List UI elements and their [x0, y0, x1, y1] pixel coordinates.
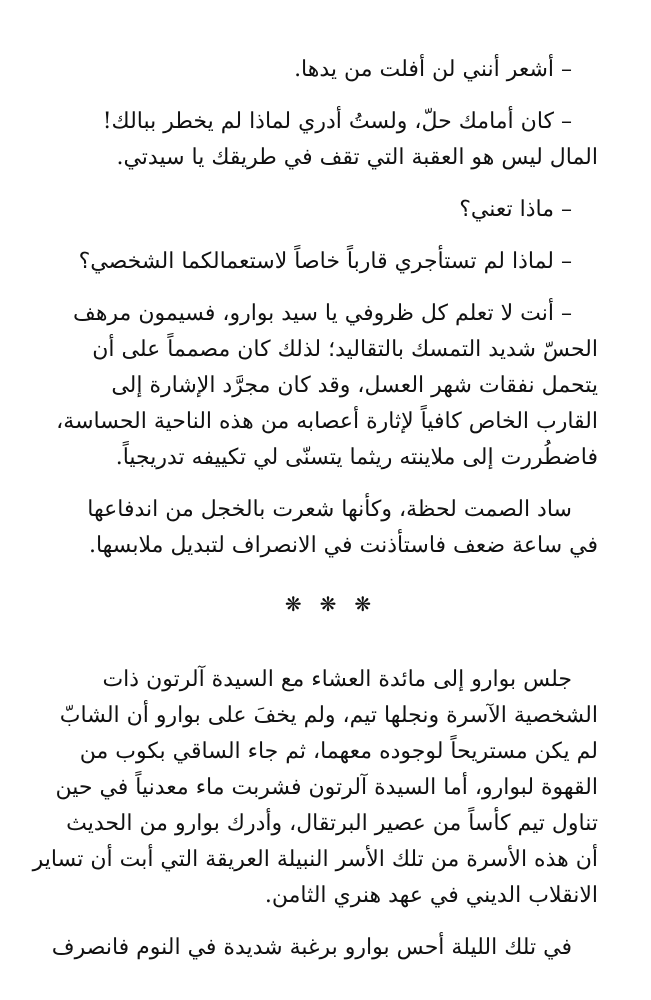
asterism-icon: ❋ — [284, 592, 302, 616]
text-line: فاضطُررت إلى ملاينته ريثما يتسنّى لي تكييفه تدريجياً. — [115, 445, 598, 470]
text-line: جلس بوارو إلى مائدة العشاء مع السيدة آلرتون ذات — [102, 667, 572, 692]
paragraph — [58, 104, 598, 176]
paragraph — [58, 296, 598, 476]
text-line: – كان أمامك حلّ، ولستُ أدري لماذا لم يخطر ببالك! — [102, 109, 572, 134]
paragraph — [58, 492, 598, 564]
text-line: – ماذا تعني؟ — [459, 197, 572, 222]
text-line: أن هذه الأسرة من تلك الأسر النبيلة العريقة التي أبت أن تساير — [32, 847, 598, 872]
text-line: ساد الصمت لحظة، وكأنها شعرت بالخجل من اندفاعها — [87, 497, 572, 522]
text-line: يتحمل نفقات شهر العسل، وقد كان مجرَّد الإشارة إلى — [111, 373, 598, 398]
paragraph — [51, 930, 598, 966]
text-line: في ساعة ضعف فاستأذنت في الانصراف لتبديل ملابسها. — [88, 533, 598, 558]
asterism-icon: ❋ — [319, 592, 337, 616]
text-line: تناول تيم كأساً من عصير البرتقال، وأدرك بوارو من الحديث — [66, 811, 598, 836]
paragraph — [58, 192, 598, 228]
paragraph — [58, 244, 598, 280]
text-line: القارب الخاص كافياً لإثارة أعصابه من هذه الناحية الحساسة، — [56, 409, 598, 434]
text-line: الشخصية الآسرة ونجلها تيم، ولم يخفَ على بوارو أن الشابّ — [59, 703, 598, 728]
text-line: في تلك الليلة أحس بوارو برغبة شديدة في النوم فانصرف — [51, 935, 572, 960]
text-line: الانقلاب الديني في عهد هنري الثامن. — [264, 883, 598, 908]
text-line: – لماذا لم تستأجري قارباً خاصاً لاستعمالكما الشخصي؟ — [78, 249, 572, 274]
text-line: – أشعر أنني لن أفلت من يدها. — [294, 57, 572, 82]
paragraph — [32, 662, 598, 914]
book-page — [32, 52, 598, 982]
text-line: المال ليس هو العقبة التي تقف في طريقك يا سيدتي. — [116, 145, 598, 170]
text-line: الحسّ شديد التمسك بالتقاليد؛ لذلك كان مصمماً على أن — [92, 337, 598, 362]
text-line: لم يكن مستريحاً لوجوده معهما، ثم جاء الساقي بكوب من — [79, 739, 598, 764]
paragraph — [58, 52, 598, 88]
section-separator — [58, 586, 598, 622]
text-line: القهوة لبوارو، أما السيدة آلرتون فشربت ماء معدنياً في حين — [55, 775, 598, 800]
asterism-icon: ❋ — [354, 592, 372, 616]
text-line: – أنت لا تعلم كل ظروفي يا سيد بوارو، فسيمون مرهف — [73, 301, 572, 326]
